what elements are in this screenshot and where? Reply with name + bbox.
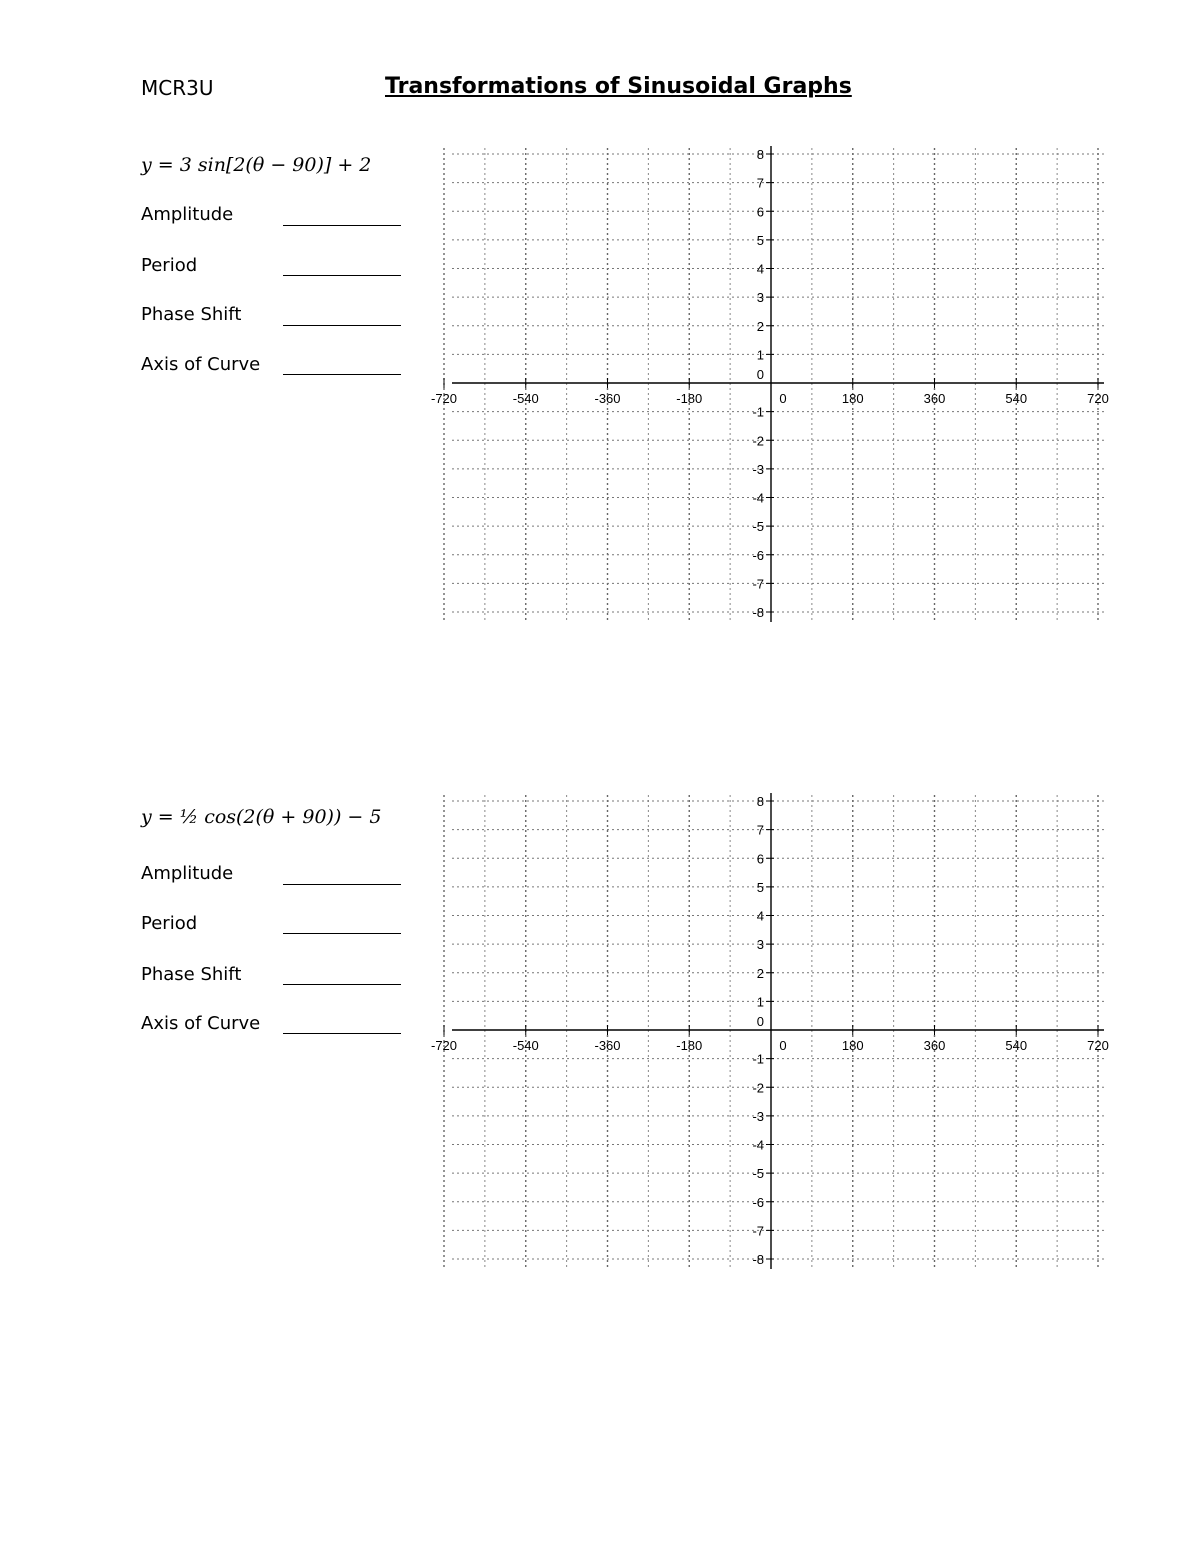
amplitude-label: Amplitude bbox=[141, 204, 234, 225]
y-tick-label: -1 bbox=[752, 1051, 764, 1067]
x-tick-label: -360 bbox=[594, 391, 621, 406]
period-label: Period bbox=[141, 913, 198, 934]
y-tick-label: 6 bbox=[756, 204, 764, 220]
y-tick-label: 8 bbox=[756, 794, 764, 809]
y-tick-label: 3 bbox=[756, 937, 764, 953]
phase-shift-label: Phase Shift bbox=[141, 964, 242, 985]
x-tick-label: -360 bbox=[594, 1038, 621, 1053]
x-tick-label: 540 bbox=[1005, 1038, 1028, 1053]
y-tick-label: -3 bbox=[752, 461, 764, 477]
y-tick-label: 2 bbox=[756, 965, 764, 981]
x-tick-label: 180 bbox=[841, 391, 864, 406]
x-tick-label: 0 bbox=[779, 1038, 787, 1053]
x-tick-label: 360 bbox=[923, 1038, 946, 1053]
amplitude-blank[interactable] bbox=[283, 883, 401, 885]
y-tick-label: -4 bbox=[752, 490, 764, 506]
y-tick-label: -2 bbox=[752, 433, 764, 449]
y-tick-label: -7 bbox=[752, 576, 764, 592]
course-code: MCR3U bbox=[141, 76, 214, 100]
x-tick-label: 540 bbox=[1005, 391, 1028, 406]
y-tick-label: -5 bbox=[752, 519, 764, 535]
y-tick-label: -2 bbox=[752, 1080, 764, 1096]
period-label: Period bbox=[141, 255, 198, 276]
graph-1[interactable] bbox=[430, 140, 1110, 630]
y-tick-label: 7 bbox=[756, 822, 764, 838]
x-tick-label: -540 bbox=[512, 1038, 539, 1053]
y-tick-label: 4 bbox=[756, 908, 764, 924]
y-tick-label: 8 bbox=[756, 147, 764, 162]
axis-of-curve-label: Axis of Curve bbox=[141, 354, 261, 375]
graph-2[interactable] bbox=[430, 787, 1110, 1277]
y-tick-label: 0 bbox=[756, 367, 764, 382]
y-tick-label: 7 bbox=[756, 175, 764, 191]
amplitude-label: Amplitude bbox=[141, 863, 234, 884]
y-tick-label: -1 bbox=[752, 404, 764, 420]
y-tick-label: -5 bbox=[752, 1166, 764, 1182]
amplitude-blank[interactable] bbox=[283, 224, 401, 226]
y-tick-label: 2 bbox=[756, 318, 764, 334]
equation-1: y = 3 sin[2(θ − 90)] + 2 bbox=[141, 154, 372, 176]
y-tick-label: 1 bbox=[756, 347, 764, 363]
phase-shift-blank[interactable] bbox=[283, 324, 401, 326]
y-tick-label: 5 bbox=[756, 879, 764, 895]
y-tick-label: -7 bbox=[752, 1223, 764, 1239]
x-tick-label: 0 bbox=[779, 391, 787, 406]
y-tick-label: -4 bbox=[752, 1137, 764, 1153]
x-tick-label: -180 bbox=[676, 391, 703, 406]
axis-of-curve-label: Axis of Curve bbox=[141, 1013, 261, 1034]
y-tick-label: 0 bbox=[756, 1014, 764, 1029]
y-tick-label: -8 bbox=[752, 605, 764, 620]
period-blank[interactable] bbox=[283, 274, 401, 276]
worksheet-title: Transformations of Sinusoidal Graphs bbox=[385, 74, 852, 99]
x-tick-label: 720 bbox=[1087, 1038, 1109, 1053]
x-tick-label: -720 bbox=[430, 1038, 458, 1053]
axis-of-curve-blank[interactable] bbox=[283, 1032, 401, 1034]
x-tick-label: 180 bbox=[841, 1038, 864, 1053]
equation-2: y = ½ cos(2(θ + 90)) − 5 bbox=[141, 806, 382, 828]
y-tick-label: 5 bbox=[756, 232, 764, 248]
x-tick-label: 360 bbox=[923, 391, 946, 406]
x-tick-label: -180 bbox=[676, 1038, 703, 1053]
y-tick-label: 3 bbox=[756, 290, 764, 306]
y-tick-label: -3 bbox=[752, 1108, 764, 1124]
phase-shift-label: Phase Shift bbox=[141, 304, 242, 325]
x-tick-label: -720 bbox=[430, 391, 458, 406]
axis-of-curve-blank[interactable] bbox=[283, 373, 401, 375]
period-blank[interactable] bbox=[283, 932, 401, 934]
x-tick-label: -540 bbox=[512, 391, 539, 406]
y-tick-label: -8 bbox=[752, 1252, 764, 1267]
x-tick-label: 720 bbox=[1087, 391, 1109, 406]
y-tick-label: -6 bbox=[752, 1194, 764, 1210]
y-tick-label: 4 bbox=[756, 261, 764, 277]
y-tick-label: 6 bbox=[756, 851, 764, 867]
y-tick-label: 1 bbox=[756, 994, 764, 1010]
phase-shift-blank[interactable] bbox=[283, 983, 401, 985]
y-tick-label: -6 bbox=[752, 547, 764, 563]
